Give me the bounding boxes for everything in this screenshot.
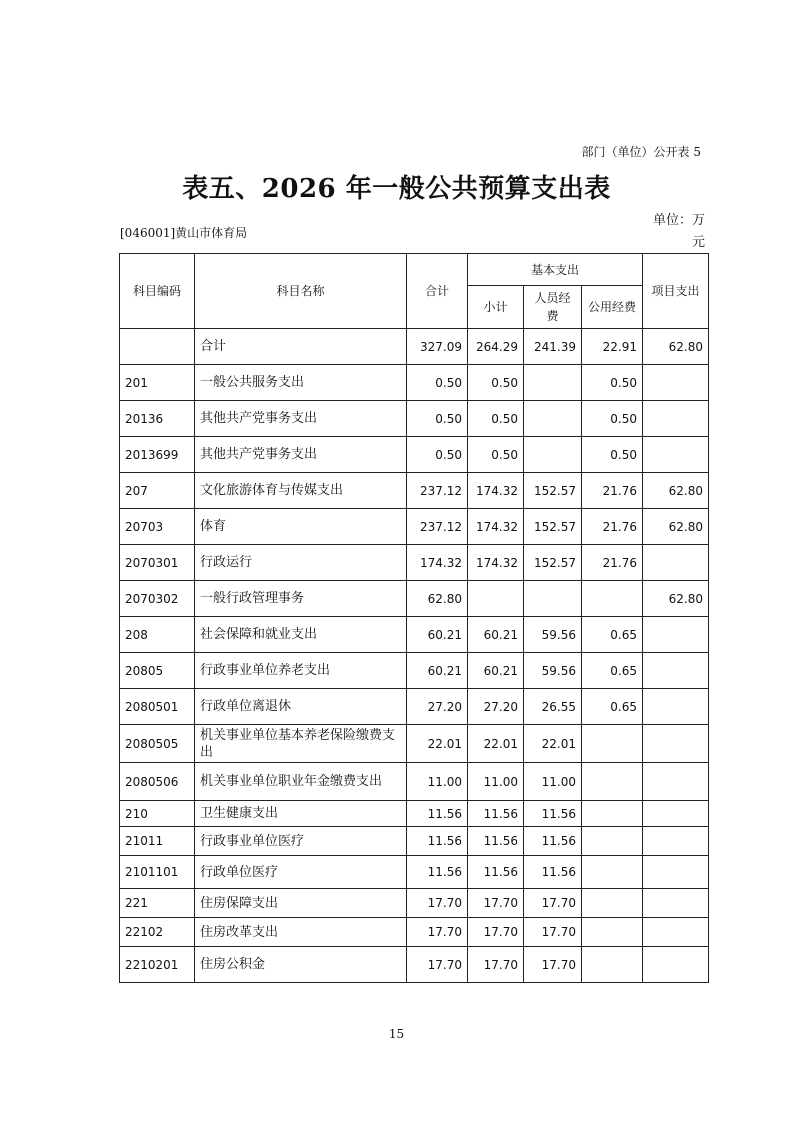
form-reference: 部门（单位）公开表 5: [581, 145, 701, 159]
page-number: 15: [388, 1027, 405, 1041]
table-row: [120, 365, 709, 401]
cell-subtotal: 27.20: [468, 689, 524, 725]
cell-total: 60.21: [407, 653, 468, 689]
cell-total: 17.70: [407, 918, 468, 947]
cell-name: 住房保障支出: [195, 889, 407, 918]
table-row: [120, 329, 709, 365]
table-row: [120, 918, 709, 947]
cell-total: 17.70: [407, 947, 468, 983]
cell-subtotal: 264.29: [468, 329, 524, 365]
cell-subtotal: 17.70: [468, 918, 524, 947]
cell-name: 行政单位医疗: [195, 856, 407, 889]
cell-public: 21.76: [582, 509, 643, 545]
cell-total: 22.01: [407, 725, 468, 763]
cell-personnel: [524, 581, 582, 617]
cell-subtotal: [468, 581, 524, 617]
cell-name: 行政事业单位医疗: [195, 827, 407, 856]
cell-public: [582, 856, 643, 889]
table-row: [120, 689, 709, 725]
cell-personnel: 152.57: [524, 473, 582, 509]
cell-public: 0.65: [582, 689, 643, 725]
table-row: [120, 947, 709, 983]
cell-subtotal: 174.32: [468, 509, 524, 545]
cell-public: 21.76: [582, 545, 643, 581]
cell-total: 11.56: [407, 801, 468, 827]
cell-subtotal: 11.00: [468, 763, 524, 801]
cell-personnel: 22.01: [524, 725, 582, 763]
cell-name: 一般公共服务支出: [195, 365, 407, 401]
table-row: [120, 473, 709, 509]
cell-code: 2101101: [120, 856, 195, 889]
header-personnel: 人员经费: [524, 286, 582, 329]
cell-code: 2080506: [120, 763, 195, 801]
cell-subtotal: 11.56: [468, 856, 524, 889]
cell-project: [643, 763, 709, 801]
cell-project: [643, 827, 709, 856]
cell-subtotal: 60.21: [468, 617, 524, 653]
table-row: [120, 827, 709, 856]
cell-name: 合计: [195, 329, 407, 365]
cell-total: 0.50: [407, 365, 468, 401]
cell-project: [643, 653, 709, 689]
table-row: [120, 617, 709, 653]
department-label: [046001]黄山市体育局: [120, 226, 248, 240]
cell-name: 行政运行: [195, 545, 407, 581]
cell-project: [643, 617, 709, 653]
cell-public: 0.65: [582, 617, 643, 653]
cell-personnel: [524, 401, 582, 437]
cell-total: 17.70: [407, 889, 468, 918]
cell-code: 207: [120, 473, 195, 509]
cell-project: [643, 725, 709, 763]
cell-personnel: 17.70: [524, 947, 582, 983]
cell-project: [643, 401, 709, 437]
cell-project: [643, 365, 709, 401]
table-row: [120, 801, 709, 827]
cell-total: 327.09: [407, 329, 468, 365]
cell-project: [643, 801, 709, 827]
cell-personnel: 241.39: [524, 329, 582, 365]
table-row: [120, 856, 709, 889]
cell-code: 2070302: [120, 581, 195, 617]
table-body: [120, 329, 709, 983]
table-row: [120, 725, 709, 763]
cell-code: 2013699: [120, 437, 195, 473]
cell-public: 0.50: [582, 401, 643, 437]
header-name: 科目名称: [195, 254, 407, 329]
cell-personnel: 11.56: [524, 827, 582, 856]
table-row: [120, 545, 709, 581]
cell-name: 机关事业单位基本养老保险缴费支出: [195, 725, 407, 763]
cell-personnel: 26.55: [524, 689, 582, 725]
cell-code: 2080501: [120, 689, 195, 725]
cell-total: 60.21: [407, 617, 468, 653]
cell-total: 174.32: [407, 545, 468, 581]
cell-project: [643, 889, 709, 918]
cell-name: 行政单位离退休: [195, 689, 407, 725]
cell-code: 2070301: [120, 545, 195, 581]
cell-name: 文化旅游体育与传媒支出: [195, 473, 407, 509]
cell-name: 其他共产党事务支出: [195, 437, 407, 473]
cell-name: 其他共产党事务支出: [195, 401, 407, 437]
cell-subtotal: 174.32: [468, 473, 524, 509]
cell-subtotal: 11.56: [468, 827, 524, 856]
cell-personnel: [524, 437, 582, 473]
cell-public: 22.91: [582, 329, 643, 365]
cell-project: 62.80: [643, 509, 709, 545]
cell-subtotal: 60.21: [468, 653, 524, 689]
cell-subtotal: 0.50: [468, 401, 524, 437]
table-row: [120, 653, 709, 689]
table-row: [120, 401, 709, 437]
cell-name: 住房公积金: [195, 947, 407, 983]
cell-project: [643, 856, 709, 889]
cell-public: [582, 801, 643, 827]
unit-label-line2: 元: [691, 235, 705, 250]
cell-public: [582, 918, 643, 947]
cell-project: 62.80: [643, 329, 709, 365]
cell-subtotal: 0.50: [468, 437, 524, 473]
cell-public: 21.76: [582, 473, 643, 509]
unit-label: [645, 210, 705, 254]
cell-total: 237.12: [407, 509, 468, 545]
cell-personnel: 152.57: [524, 545, 582, 581]
cell-public: [582, 827, 643, 856]
cell-total: 62.80: [407, 581, 468, 617]
cell-code: 21011: [120, 827, 195, 856]
cell-name: 行政事业单位养老支出: [195, 653, 407, 689]
cell-public: [582, 581, 643, 617]
cell-personnel: 11.00: [524, 763, 582, 801]
cell-name: 体育: [195, 509, 407, 545]
cell-subtotal: 0.50: [468, 365, 524, 401]
cell-total: 0.50: [407, 401, 468, 437]
header-code: 科目编码: [120, 254, 195, 329]
cell-subtotal: 174.32: [468, 545, 524, 581]
cell-code: 2210201: [120, 947, 195, 983]
cell-code: 20703: [120, 509, 195, 545]
page-title: 表五、2026 年一般公共预算支出表: [182, 174, 611, 204]
cell-code: 2080505: [120, 725, 195, 763]
cell-project: 62.80: [643, 581, 709, 617]
cell-name: 社会保障和就业支出: [195, 617, 407, 653]
header-project: 项目支出: [643, 254, 709, 329]
table-row: [120, 437, 709, 473]
cell-project: [643, 545, 709, 581]
cell-public: 0.65: [582, 653, 643, 689]
cell-project: [643, 437, 709, 473]
cell-total: 0.50: [407, 437, 468, 473]
cell-code: [120, 329, 195, 365]
cell-code: 20136: [120, 401, 195, 437]
cell-project: [643, 947, 709, 983]
cell-name: 一般行政管理事务: [195, 581, 407, 617]
header-public: 公用经费: [582, 286, 643, 329]
cell-code: 20805: [120, 653, 195, 689]
cell-personnel: 11.56: [524, 801, 582, 827]
cell-total: 11.00: [407, 763, 468, 801]
cell-personnel: 11.56: [524, 856, 582, 889]
cell-public: [582, 763, 643, 801]
cell-code: 221: [120, 889, 195, 918]
cell-personnel: 17.70: [524, 918, 582, 947]
table-row: [120, 581, 709, 617]
cell-total: 11.56: [407, 856, 468, 889]
header-total: 合计: [407, 254, 468, 329]
cell-total: 27.20: [407, 689, 468, 725]
table-row: [120, 889, 709, 918]
cell-name: 住房改革支出: [195, 918, 407, 947]
header-basic: 基本支出: [468, 254, 643, 286]
cell-personnel: 59.56: [524, 617, 582, 653]
cell-code: 210: [120, 801, 195, 827]
cell-subtotal: 22.01: [468, 725, 524, 763]
cell-public: [582, 889, 643, 918]
cell-subtotal: 17.70: [468, 889, 524, 918]
cell-personnel: 59.56: [524, 653, 582, 689]
unit-label-line1: 单位：万: [652, 213, 705, 228]
cell-subtotal: 17.70: [468, 947, 524, 983]
cell-public: 0.50: [582, 437, 643, 473]
header-subtotal: 小计: [468, 286, 524, 329]
budget-expenditure-table: [119, 253, 709, 983]
cell-public: 0.50: [582, 365, 643, 401]
cell-subtotal: 11.56: [468, 801, 524, 827]
cell-code: 22102: [120, 918, 195, 947]
cell-total: 11.56: [407, 827, 468, 856]
cell-public: [582, 947, 643, 983]
cell-personnel: 17.70: [524, 889, 582, 918]
cell-name: 卫生健康支出: [195, 801, 407, 827]
table-row: [120, 763, 709, 801]
cell-project: [643, 918, 709, 947]
cell-project: 62.80: [643, 473, 709, 509]
cell-personnel: [524, 365, 582, 401]
table-row: [120, 509, 709, 545]
cell-project: [643, 689, 709, 725]
cell-code: 208: [120, 617, 195, 653]
cell-public: [582, 725, 643, 763]
cell-personnel: 152.57: [524, 509, 582, 545]
cell-name: 机关事业单位职业年金缴费支出: [195, 763, 407, 801]
cell-total: 237.12: [407, 473, 468, 509]
cell-code: 201: [120, 365, 195, 401]
